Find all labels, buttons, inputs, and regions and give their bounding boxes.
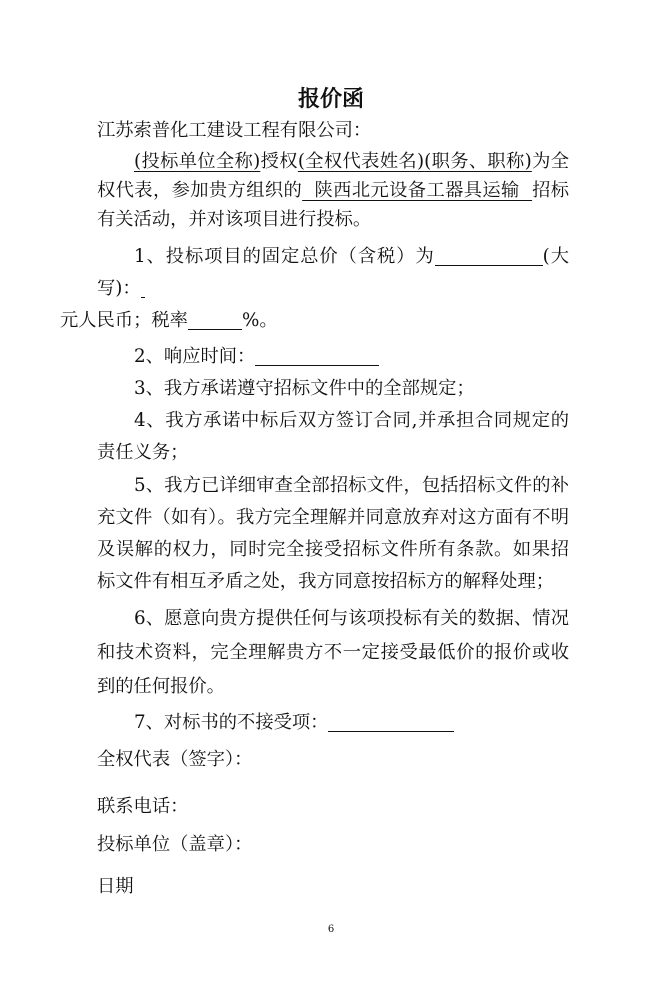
item-text: (大写)： [97,246,569,299]
item-text: 7、对标书的不接受项： [134,712,329,733]
price-words-blank [141,279,145,298]
item-3: 3、我方承诺遵守招标文件中的全部规定； [134,378,475,399]
project-name: 陕西北元设备工器具运输 [302,180,533,201]
intro-paragraph [97,147,569,234]
item-text: 元人民币；税率 [60,310,188,331]
unit-seal-label: 投标单位（盖章）： [97,834,253,855]
total-price-blank [435,247,543,266]
signature-label: 全权代表（签字）： [97,749,253,770]
item-1 [60,241,569,337]
tax-rate-blank [188,311,242,330]
intro-text: 授权 [260,151,298,172]
intro-text: 为全权代表，参加贵方组织的 [97,151,570,201]
item-text: 2、响应时间： [134,346,256,367]
item-4: 4、我方承诺中标后双方签订合同,并承担合同规定的责任义务； [97,410,569,463]
document-title: 报价函 [297,86,364,112]
addressee: 江苏索普化工建设工程有限公司： [97,120,372,141]
response-time-blank [255,347,379,366]
date-label: 日期 [97,876,134,897]
phone-label: 联系电话： [97,796,189,817]
item-text: 1、投标项目的固定总价（含税）为 [134,246,435,267]
representative-name-field: (全权代表姓名) [297,151,425,172]
item-5: 5、我方已详细审查全部招标文件，包括招标文件的补充文件（如有）。我方完全理解并同意放弃对这方面有不明及误解的权力，同时完全接受招标文件所有条款。如果招标文件有相互矛盾之处，我方同意按招标方的解释处理； [97,475,569,592]
exceptions-blank [328,713,454,732]
representative-title-field: (职务、职称) [424,151,532,172]
bidder-name-field: (投标单位全称) [134,151,261,172]
page-number: 6 [327,924,335,935]
intro-text: 招标有关活动，并对该项目进行投标。 [97,180,570,230]
item-text: %。 [241,310,278,331]
item-7 [97,707,569,739]
item-6: 6、愿意向贵方提供任何与该项投标有关的数据、情况和技术资料，完全理解贵方不一定接受最低价的报价或收到的任何报价。 [97,608,569,697]
item-2 [97,341,569,373]
